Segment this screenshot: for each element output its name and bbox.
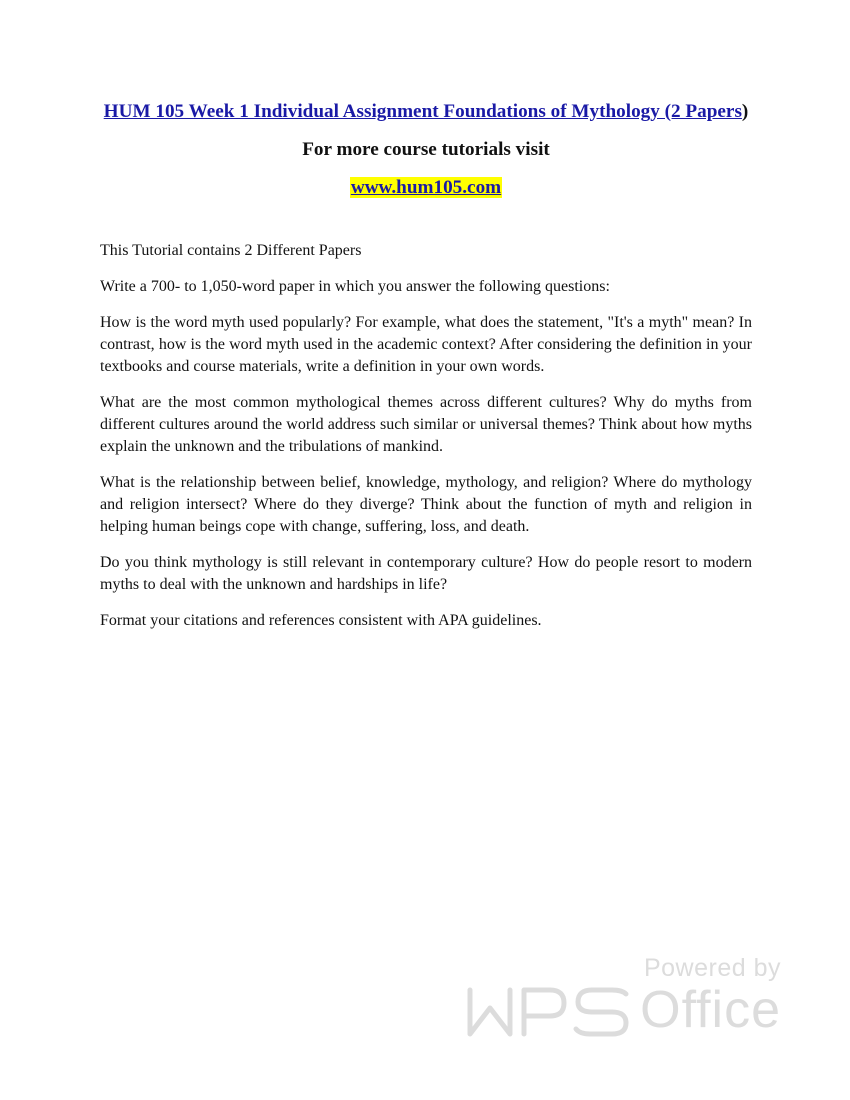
site-url-link[interactable]: www.hum105.com: [350, 177, 502, 198]
watermark-powered-by: Powered by: [643, 954, 781, 982]
site-link-line: [100, 174, 752, 202]
wps-office-watermark: [462, 954, 787, 1044]
paragraph-instructions: Write a 700- to 1,050-word paper in which you answer the following questions:: [100, 278, 610, 295]
paragraph-question-4: Do you think mythology is still relevant in contemporary culture? How do people resort to modern myths to deal with the unknown and hardships in life?: [100, 554, 752, 593]
paragraph-question-1: How is the word myth used popularly? For example, what does the statement, "It's a myth" mean? In contrast, how is the word myth used in the academic context? After considering the definition in your textbooks and course materials, write a definition in your own words.: [100, 314, 752, 375]
document-body: [100, 98, 752, 646]
paragraph-question-2: What are the most common mythological themes across different cultures? Why do myths from different cultures around the world address such similar or universal themes? Think about how myths explain the unknown and the tribulations of mankind.: [100, 394, 752, 455]
tutorial-subtitle: For more course tutorials visit: [302, 139, 550, 160]
paragraph-format: Format your citations and references consistent with APA guidelines.: [100, 612, 542, 629]
wps-logo-icon: [466, 984, 634, 1040]
document-title: [100, 98, 752, 126]
paragraph-question-3: What is the relationship between belief, knowledge, mythology, and religion? Where do mythology and religion intersect? Where do they diverge? Think about the function of myth and religion in helping human beings cope with change, suffering, loss, and death.: [100, 474, 752, 535]
title-tail: ): [741, 101, 749, 122]
watermark-office-text: Office: [640, 981, 781, 1039]
paragraph-intro: This Tutorial contains 2 Different Papers: [100, 242, 362, 259]
title-link[interactable]: HUM 105 Week 1 Individual Assignment Foundations of Mythology (2 Papers: [103, 101, 742, 122]
